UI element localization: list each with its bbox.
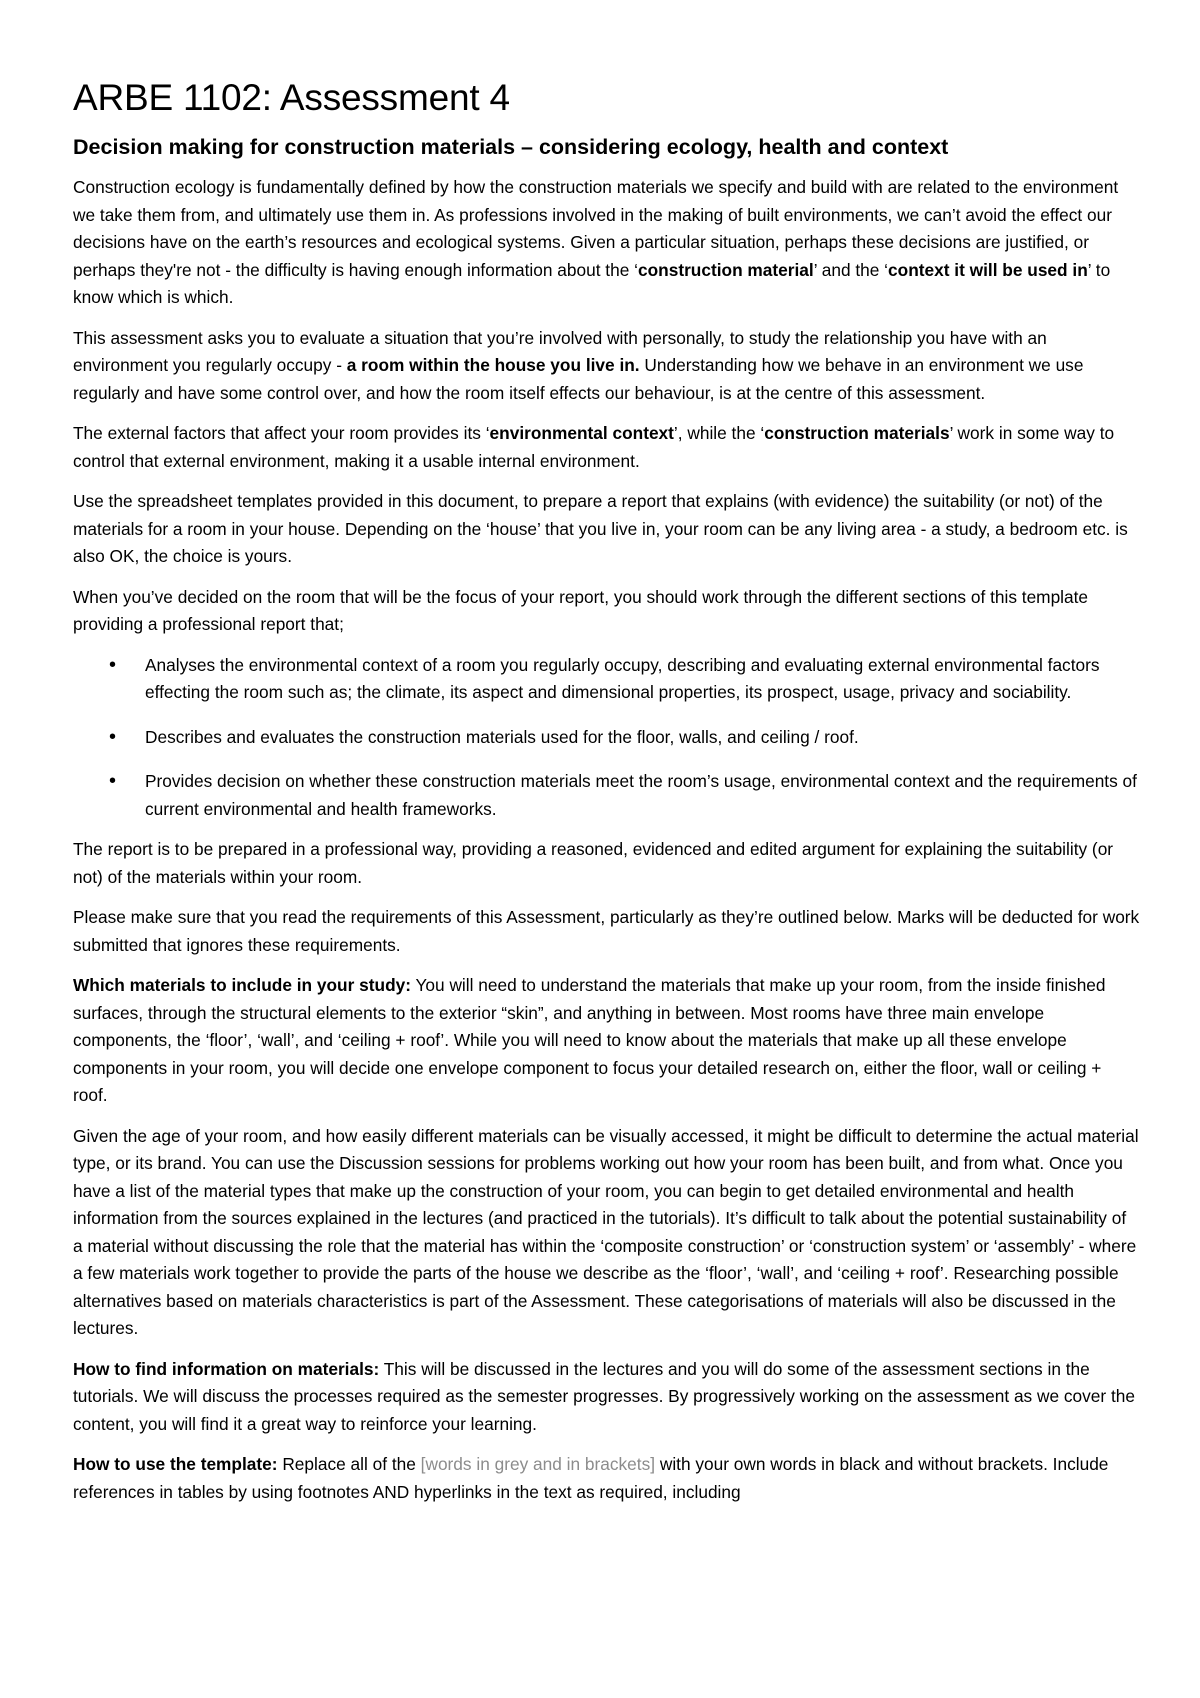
list-item: • Describes and evaluates the construction materials used for the floor, walls, and ceiling / roof.	[145, 724, 1140, 752]
paragraph-assessment-scope	[73, 325, 1140, 408]
text-span: with your own words in black and without brackets. Include references in tables by using footnotes AND hyperlinks in the text as required, including	[73, 1454, 1109, 1502]
text-span: ’ and the ‘	[813, 259, 889, 280]
paragraph-find-information	[73, 1356, 1140, 1439]
bold-term: a room within the house you live in.	[346, 355, 640, 376]
text-span: The external factors that affect your room provides its ‘	[73, 423, 490, 444]
requirements-list	[73, 652, 1140, 824]
text-span: ’, while the ‘	[673, 423, 765, 444]
text-span: This will be discussed in the lectures and you will do some of the assessment sections in the tutorials. We will discuss the processes required as the semester progresses. By progressively working on the assessment as we cover the content, you will find it a great way to reinforce your learning.	[73, 1358, 1135, 1434]
paragraph-room-age: Given the age of your room, and how easily different materials can be visually accessed, it might be difficult to determine the actual material type, or its brand. You can use the Discussion sessions for problems working out how your room has been built, and from what. Once you have a list of the material types that make up the construction of your room, you can begin to get detailed environmental and health information from the sources explained in the lectures (and practiced in the tutorials). It’s difficult to talk about the potential sustainability of a material without discussing the role that the material has within the ‘composite construction’ or ‘construction system’ or ‘assembly’ - where a few materials work together to provide the parts of the house we describe as the ‘floor’, ‘wall’, and ‘ceiling + roof’. Researching possible alternatives based on materials characteristics is part of the Assessment. These categorisations of materials will also be discussed in the lectures.	[73, 1125, 1139, 1339]
section-label: Which materials to include in your study:	[73, 975, 411, 996]
bold-term: environmental context	[489, 423, 674, 444]
text-span: ’ to know which is which.	[73, 259, 1111, 308]
paragraph-use-template	[73, 1451, 1140, 1506]
text-span: Construction ecology is fundamentally defined by how the construction materials we specify and build with are related to the environment we take them from, and ultimately use them in. As professions involved in the making of built environments, we can’t avoid the effect our decisions have on the earth’s resources and ecological systems. Given a particular situation, perhaps these decisions are justified, or perhaps they're not - the difficulty is having enough information about the ‘	[73, 177, 1119, 280]
text-span: Understanding how we behave in an environment we use regularly and have some control over, and how the room itself effects our behaviour, is at the centre of this assessment.	[73, 355, 1084, 403]
paragraph-requirements-note: Please make sure that you read the requirements of this Assessment, particularly as they’re outlined below. Marks will be deducted for work submitted that ignores these requirements.	[73, 907, 1140, 955]
placeholder-example: [words in grey and in brackets]	[420, 1454, 656, 1475]
section-label: How to find information on materials:	[73, 1358, 380, 1379]
text-span: You will need to understand the materials that make up your room, from the inside finished surfaces, through the structural elements to the exterior “skin”, and anything in between. Most rooms have three main envelope components, the ‘floor’, ‘wall’, and ‘ceiling + roof’. While you will need to know about the materials that make up all these envelope components in your room, you will decide one envelope component to focus your detailed research on, either the floor, wall or ceiling + roof.	[73, 975, 1106, 1106]
list-item: • Provides decision on whether these construction materials meet the room’s usage, environmental context and the requirements of current environmental and health frameworks.	[145, 768, 1140, 823]
paragraph-external-factors	[73, 420, 1140, 475]
bold-term: construction materials	[764, 423, 950, 444]
paragraph-intro	[73, 174, 1140, 312]
text-span: This assessment asks you to evaluate a situation that you’re involved with personally, to study the relationship you have with an environment you regularly occupy -	[73, 327, 1047, 376]
document-title: ARBE 1102: Assessment 4	[73, 77, 510, 118]
bold-term: context it will be used in	[888, 259, 1088, 280]
list-item: • Analyses the environmental context of a room you regularly occupy, describing and evaluating external environmental factors effecting the room such as; the climate, its aspect and dimensional properties, its prospect, usage, privacy and sociability.	[145, 652, 1140, 707]
paragraph-spreadsheet-templates: Use the spreadsheet templates provided in this document, to prepare a report that explains (with evidence) the suitability (or not) of the materials for a room in your house. Depending on the ‘house’ that you live in, your room can be any living area - a study, a bedroom etc. is also OK, the choice is yours.	[73, 491, 1128, 567]
paragraph-report-intro: When you’ve decided on the room that will be the focus of your report, you should work through the different sections of this template providing a professional report that;	[73, 586, 1089, 635]
text-span: ’ work in some way to control that external environment, making it a usable internal environment.	[73, 423, 1115, 471]
text-span: Replace all of the	[277, 1454, 421, 1475]
section-label: How to use the template:	[73, 1454, 278, 1475]
paragraph-which-materials	[73, 972, 1140, 1110]
paragraph-professional-report: The report is to be prepared in a professional way, providing a reasoned, evidenced and edited argument for explaining the suitability (or not) of the materials within your room.	[73, 839, 1114, 887]
document-subtitle: Decision making for construction materials – considering ecology, health and context	[73, 135, 949, 160]
bold-term: construction material	[637, 259, 814, 280]
